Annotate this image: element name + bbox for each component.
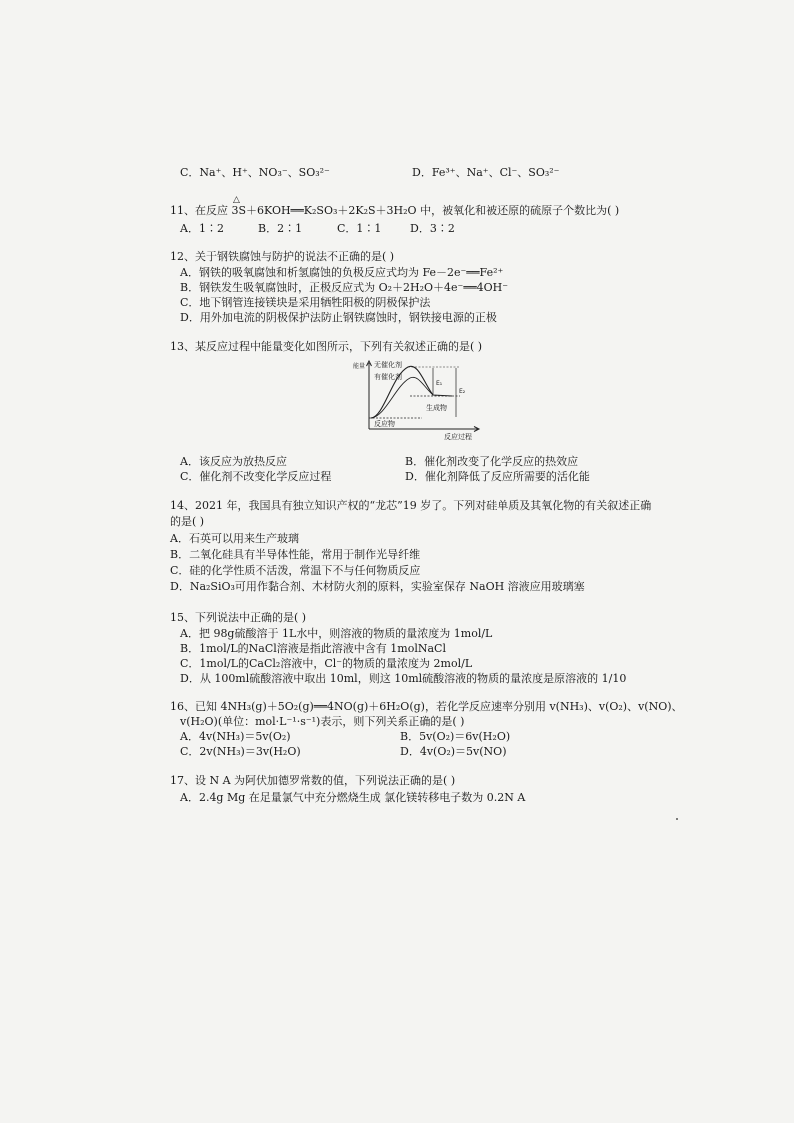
e1-label: E₁ bbox=[436, 380, 443, 387]
q17-stem: 17、设 N A 为阿伏加德罗常数的值，下列说法正确的是( ) bbox=[170, 774, 456, 787]
q12-option-d: D．用外加电流的阴极保护法防止钢铁腐蚀时，钢铁接电源的正极 bbox=[180, 311, 497, 324]
scan-speck bbox=[676, 818, 678, 820]
q14-option-c: C．硅的化学性质不活泼，常温下不与任何物质反应 bbox=[170, 564, 421, 577]
heat-symbol: △ bbox=[233, 195, 240, 205]
q12-option-c: C．地下钢管连接镁块是采用牺牲阳极的阴极保护法 bbox=[180, 296, 431, 309]
q14-option-d: D．Na₂SiO₃可用作黏合剂、木材防火剂的原料，实验室保存 NaOH 溶液应用玻璃塞 bbox=[170, 580, 585, 593]
q12-stem: 12、关于钢铁腐蚀与防护的说法不正确的是( ) bbox=[170, 250, 395, 263]
q14-option-b: B．二氧化硅具有半导体性能，常用于制作光导纤维 bbox=[170, 548, 421, 561]
q16-stem-line1: 16、已知 4NH₃(g)＋5O₂(g)══4NO(g)＋6H₂O(g)，若化学反应速率分别用 v(NH₃)、v(O₂)、v(NO)、 bbox=[170, 700, 683, 713]
energy-axis-label: 能量 bbox=[353, 363, 366, 370]
q10-option-d: D．Fe³⁺、Na⁺、Cl⁻、SO₃²⁻ bbox=[412, 166, 560, 179]
q16-option-d: D．4v(O₂)＝5v(NO) bbox=[400, 745, 507, 758]
q11-option-d: D．3∶2 bbox=[410, 222, 455, 235]
catalyzed-curve bbox=[371, 377, 433, 418]
q13-option-a: A．该反应为放热反应 bbox=[180, 455, 287, 468]
uncatalyzed-label: 无催化剂 bbox=[374, 361, 402, 369]
energy-diagram bbox=[352, 355, 482, 443]
q10-option-c: C．Na⁺、H⁺、NO₃⁻、SO₃²⁻ bbox=[180, 166, 330, 179]
q13-option-b: B．催化剂改变了化学反应的热效应 bbox=[405, 455, 579, 468]
reaction-progress-label: 反应过程 bbox=[444, 433, 472, 441]
q12-option-b: B．钢铁发生吸氧腐蚀时，正极反应式为 O₂＋2H₂O＋4e⁻══4OH⁻ bbox=[180, 281, 509, 294]
q15-stem: 15、下列说法中正确的是( ) bbox=[170, 611, 307, 624]
q11-option-c: C．1∶1 bbox=[337, 222, 382, 235]
q16-option-b: B．5v(O₂)＝6v(H₂O) bbox=[400, 730, 511, 743]
q11-option-a: A．1∶2 bbox=[180, 222, 224, 235]
q14-stem-line1: 14、2021 年，我国具有独立知识产权的“龙芯”19 岁了。下列对硅单质及其氧化物的有关叙述正确 bbox=[170, 499, 652, 512]
q14-stem-line2: 的是( ) bbox=[170, 515, 205, 528]
q15-option-c: C．1mol/L的CaCl₂溶液中，Cl⁻的物质的量浓度为 2mol/L bbox=[180, 657, 473, 670]
q13-stem: 13、某反应过程中能量变化如图所示，下列有关叙述正确的是( ) bbox=[170, 340, 483, 353]
q13-option-c: C．催化剂不改变化学反应过程 bbox=[180, 470, 332, 483]
q13-option-d: D．催化剂降低了反应所需要的活化能 bbox=[405, 470, 590, 483]
q15-option-d: D．从 100ml硫酸溶液中取出 10ml，则这 10ml硫酸溶液的物质的量浓度是原溶液的 1/10 bbox=[180, 672, 627, 685]
q15-option-b: B．1mol/L的NaCl溶液是指此溶液中含有 1molNaCl bbox=[180, 642, 446, 655]
q11-stem: 11、在反应 3S＋6KOH══K₂SO₃＋2K₂S＋3H₂O 中，被氧化和被还原的硫原子个数比为( ) bbox=[170, 204, 620, 217]
q11-option-b: B．2∶1 bbox=[258, 222, 303, 235]
q12-option-a: A．钢铁的吸氧腐蚀和析氢腐蚀的负极反应式均为 Fe－2e⁻══Fe²⁺ bbox=[180, 266, 504, 279]
e2-label: E₂ bbox=[459, 388, 466, 395]
q16-option-a: A．4v(NH₃)＝5v(O₂) bbox=[180, 730, 291, 743]
product-label: 生成物 bbox=[426, 404, 447, 412]
q16-stem-line2: v(H₂O)(单位：mol·L⁻¹·s⁻¹)表示，则下列关系正确的是( ) bbox=[180, 715, 465, 728]
q17-option-a: A．2.4g Mg 在足量氯气中充分燃烧生成 氯化镁转移电子数为 0.2N A bbox=[180, 791, 526, 804]
q16-option-c: C．2v(NH₃)＝3v(H₂O) bbox=[180, 745, 301, 758]
catalyzed-label: 有催化剂 bbox=[374, 373, 402, 381]
reactant-label: 反应物 bbox=[374, 420, 395, 428]
q15-option-a: A．把 98g硫酸溶于 1L水中，则溶液的物质的量浓度为 1mol/L bbox=[180, 627, 493, 640]
q14-option-a: A．石英可以用来生产玻璃 bbox=[170, 532, 299, 545]
